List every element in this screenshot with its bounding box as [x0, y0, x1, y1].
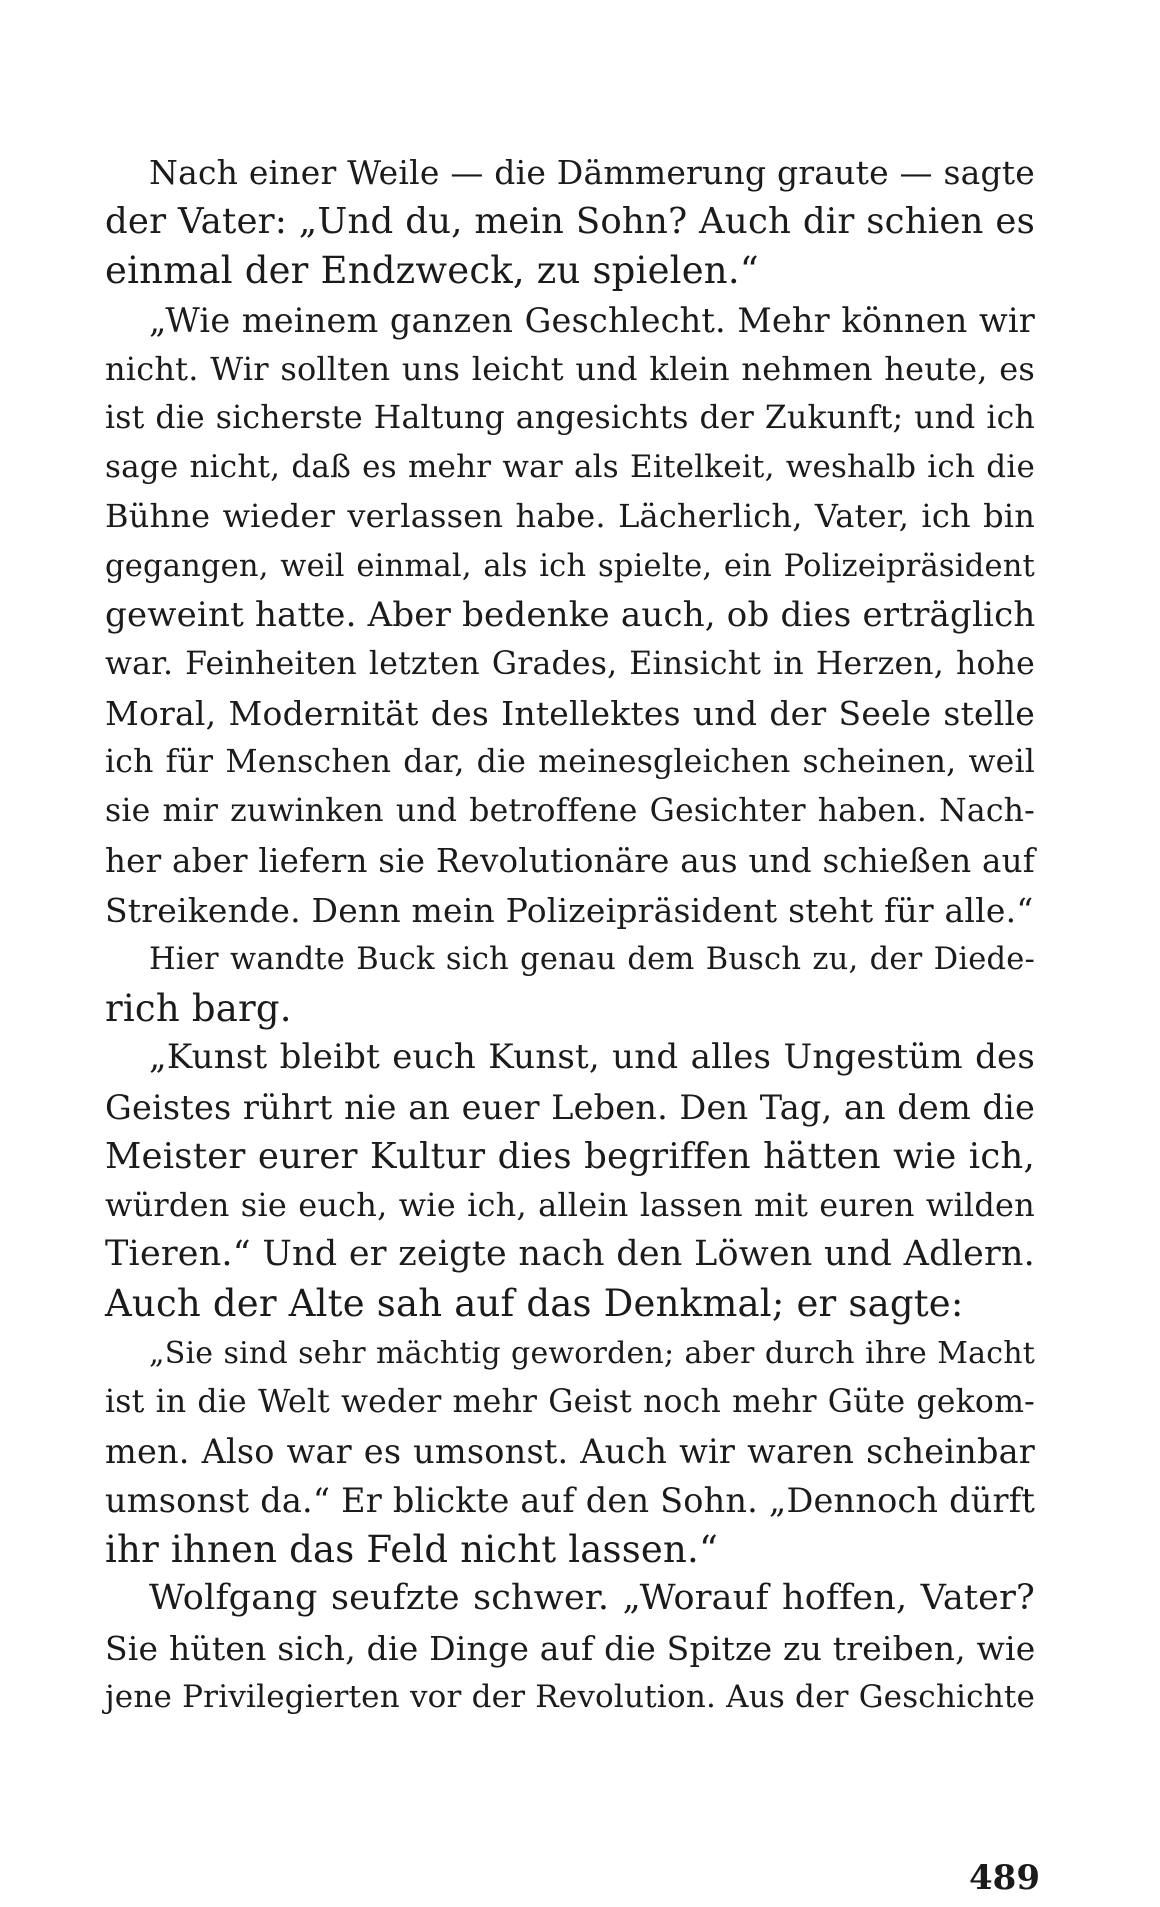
text-line: Bühne wieder verlassen habe. Lächerlich, Vater, ich bin — [105, 497, 1035, 536]
text-line: nicht. Wir sollten uns leicht und klein nehmen heute, es — [105, 349, 1035, 388]
text-line: war. Feinheiten letzten Grades, Einsicht in Herzen, hohe — [105, 645, 1035, 682]
text-line: ist in die Welt weder mehr Geist noch mehr Güte gekom- — [105, 1383, 1035, 1420]
text-line: ihr ihnen das Feld nicht lassen.“ — [105, 1528, 719, 1572]
text-line: her aber liefern sie Revolutionäre aus und schießen auf — [105, 841, 1035, 880]
text-line: geweint hatte. Aber bedenke auch, ob dies erträglich — [105, 594, 1036, 635]
body-text — [105, 148, 1035, 1722]
text-line: Streikende. Denn mein Polizeipräsident steht für alle.“ — [105, 890, 1034, 930]
text-line: „Sie sind sehr mächtig geworden; aber durch ihre Macht — [149, 1335, 1035, 1371]
text-line: Auch der Alte sah auf das Denkmal; er sagte: — [105, 1282, 964, 1326]
text-line: Nach einer Weile — die Dämmerung graute — sagte — [149, 153, 1035, 192]
text-line: Hier wandte Buck sich genau dem Busch zu, der Diede- — [149, 942, 1035, 977]
text-line: sie mir zuwinken und betroffene Gesichter haben. Nach- — [105, 793, 1035, 830]
page-number: 489 — [969, 1858, 1040, 1898]
text-line: „Kunst bleibt euch Kunst, und alles Ungestüm des — [149, 1037, 1035, 1078]
text-line: sage nicht, daß es mehr war als Eitelkeit, weshalb ich die — [105, 449, 1035, 486]
text-line: Moral, Modernität des Intellektes und der Seele stelle — [105, 694, 1035, 734]
text-line: würden sie euch, wie ich, allein lassen mit euren wilden — [105, 1185, 1035, 1224]
text-line: Wolfgang seufzte schwer. „Worauf hoffen, Vater? — [149, 1578, 1035, 1619]
text-line: gegangen, weil einmal, als ich spielte, ein Polizeipräsident — [105, 548, 1035, 584]
text-line: ich für Menschen dar, die meinesgleichen scheinen, weil — [105, 744, 1035, 781]
text-line: umsonst da.“ Er blickte auf den Sohn. „Dennoch dürft — [105, 1481, 1035, 1521]
text-line: Tieren.“ Und er zeigte nach den Löwen und Adlern. — [105, 1234, 1035, 1275]
text-line: einmal der Endzweck, zu spielen.“ — [105, 249, 759, 293]
text-line: „Wie meinem ganzen Geschlecht. Mehr können wir — [149, 300, 1035, 340]
text-line: ist die sicherste Haltung angesichts der Zukunft; und ich — [105, 399, 1035, 436]
text-line: Sie hüten sich, die Dinge auf die Spitze zu treiben, wie — [105, 1628, 1036, 1668]
text-line: rich barg. — [105, 987, 292, 1031]
text-line: men. Also war es umsonst. Auch wir waren scheinbar — [105, 1431, 1035, 1471]
text-line: jene Privilegierten vor der Revolution. Aus der Geschichte — [105, 1678, 1036, 1715]
text-line: Meister eurer Kultur dies begriffen hätten wie ich, — [105, 1135, 1035, 1177]
text-line: Geistes rührt nie an euer Leben. Den Tag, an dem die — [105, 1087, 1035, 1127]
text-line: der Vater: „Und du, mein Sohn? Auch dir schien es — [105, 201, 1035, 243]
